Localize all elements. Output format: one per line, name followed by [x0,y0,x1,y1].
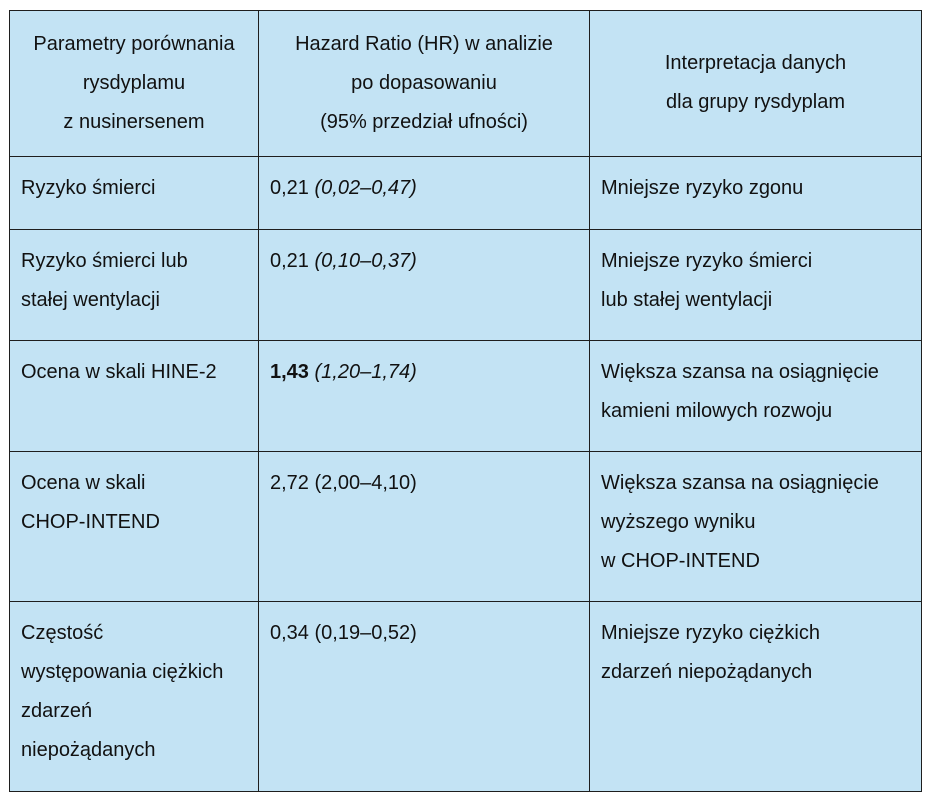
hr-value: 2,72 [270,472,309,494]
parameter-text: Ryzyko śmierci [21,177,156,199]
hr-value: 1,43 [270,361,309,383]
interpretation-cell [590,230,922,341]
comparison-table [9,10,922,792]
interpretation-text: Większa szansa na osiągnięcie [601,361,879,383]
confidence-interval: (0,10–0,37) [314,250,417,272]
header-text-line: Parametry porównania [33,32,235,55]
header-cell-parameters [10,11,259,157]
header-text-line: dla grupy rysdyplam [666,91,845,113]
interpretation-text: Mniejsze ryzyko zgonu [601,177,804,199]
parameter-text: Ocena w skali [21,472,146,494]
table-row [10,602,922,792]
interpretation-text: kamieni milowych rozwoju [601,400,833,422]
hr-cell [259,341,590,452]
hr-value: 0,21 [270,250,309,272]
table-row [10,341,922,452]
confidence-interval: (0,19–0,52) [314,622,417,644]
parameter-text: CHOP-INTEND [21,511,160,533]
hr-cell [259,230,590,341]
header-cell-hazard-ratio [259,11,590,157]
hr-cell [259,452,590,602]
parameter-text: Ryzyko śmierci lub [21,250,188,272]
parameter-text: niepożądanych [21,739,156,761]
hr-cell [259,602,590,792]
interpretation-cell [590,341,922,452]
header-text-line: Hazard Ratio (HR) w analizie [295,32,553,55]
header-text-line: z nusinersenem [63,110,205,133]
parameter-text: występowania ciężkich [21,661,224,683]
table-header-row [10,11,922,157]
header-text-line: Interpretacja danych [664,52,847,74]
interpretation-text: lub stałej wentylacji [601,289,773,311]
interpretation-text: zdarzeń niepożądanych [601,661,813,683]
hr-value: 0,21 [270,177,309,199]
header-text-line: rysdyplamu [82,71,186,94]
parameter-cell [10,230,259,341]
parameter-cell [10,452,259,602]
parameter-cell [10,341,259,452]
parameter-text: zdarzeń [21,700,93,722]
parameter-text: Częstość [21,622,104,644]
interpretation-text: wyższego wyniku [601,511,756,533]
confidence-interval: (2,00–4,10) [314,472,417,494]
confidence-interval: (1,20–1,74) [314,361,417,383]
hr-cell [259,157,590,230]
parameter-cell [10,602,259,792]
table-row [10,157,922,230]
interpretation-cell [590,602,922,792]
parameter-text: Ocena w skali HINE-2 [21,361,217,383]
interpretation-cell [590,157,922,230]
interpretation-text: w CHOP-INTEND [601,550,760,572]
header-text-line: po dopasowaniu [351,71,497,94]
interpretation-text: Mniejsze ryzyko ciężkich [601,622,820,644]
interpretation-text: Mniejsze ryzyko śmierci [601,250,813,272]
parameter-text: stałej wentylacji [21,289,160,311]
interpretation-cell [590,452,922,602]
header-text-line: (95% przedział ufności) [320,110,528,133]
table-row [10,230,922,341]
table-row [10,452,922,602]
parameter-cell [10,157,259,230]
hr-value: 0,34 [270,622,309,644]
confidence-interval: (0,02–0,47) [314,177,417,199]
header-cell-interpretation [590,11,922,157]
interpretation-text: Większa szansa na osiągnięcie [601,472,879,494]
